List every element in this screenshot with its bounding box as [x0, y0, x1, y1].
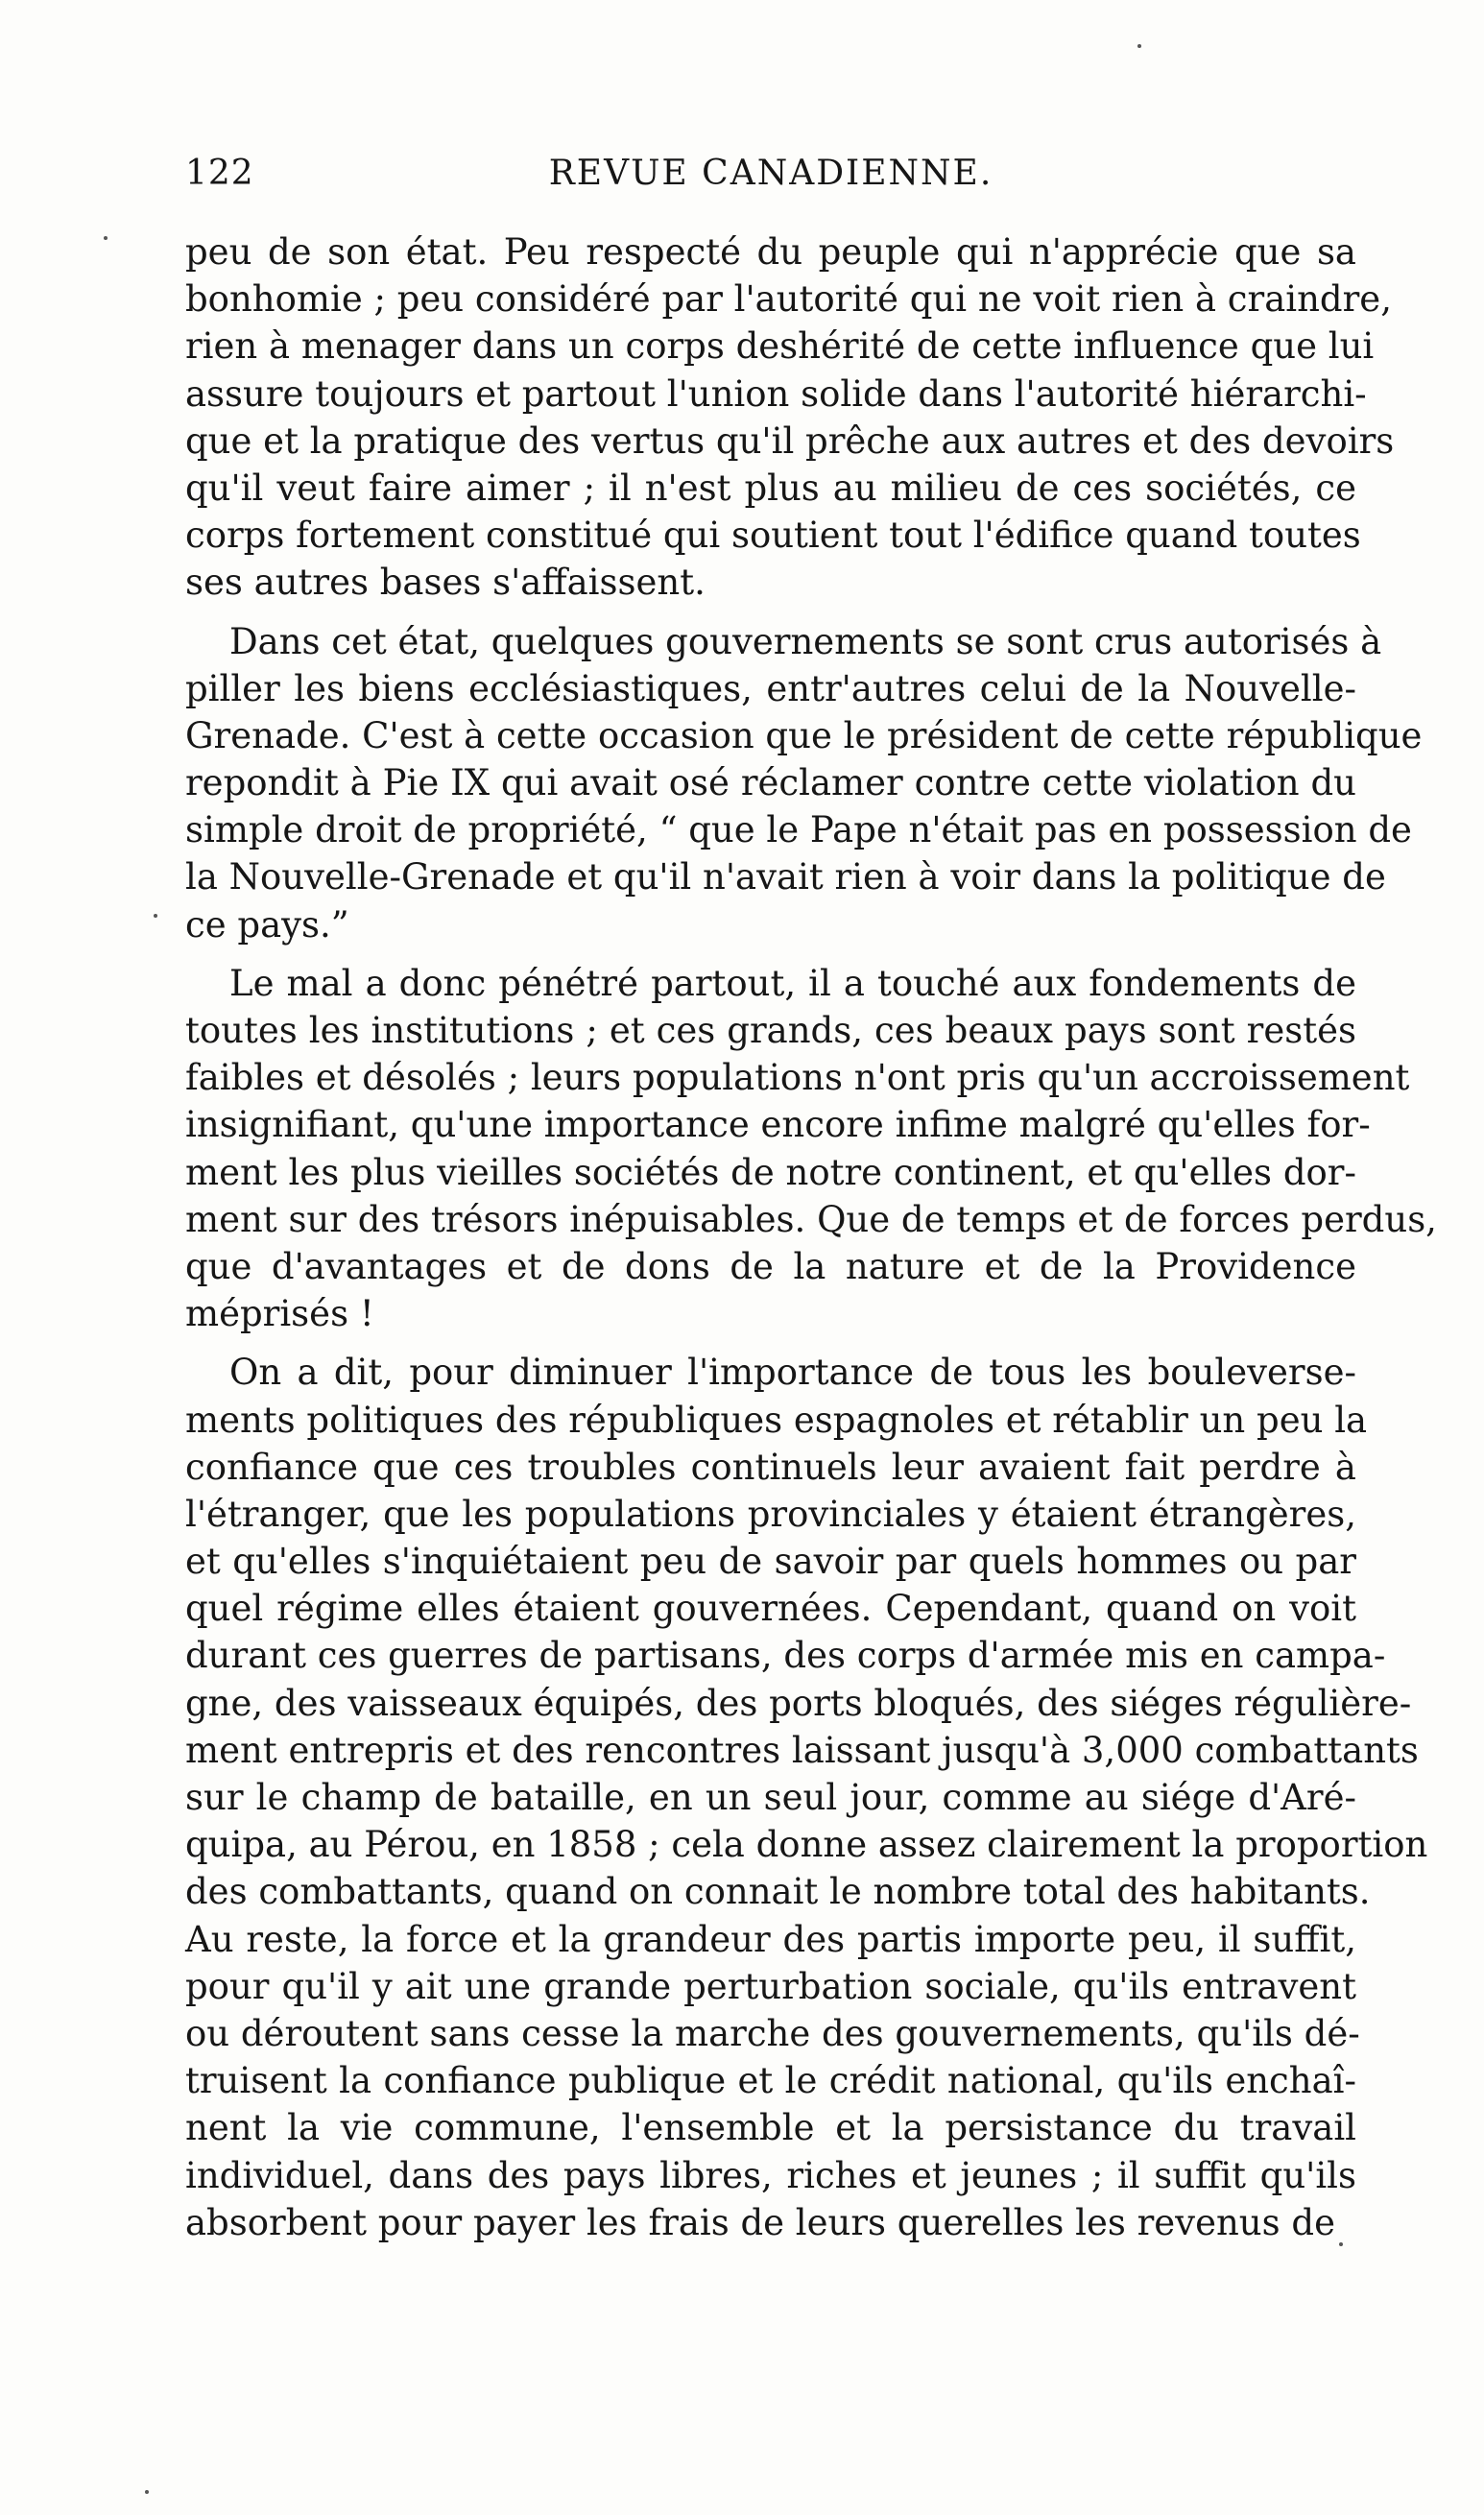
paper-speck	[1339, 2242, 1343, 2246]
text-line: rien à menager dans un corps deshérité de cette influence que lui	[185, 325, 1375, 368]
text-line: quel régime elles étaient gouvernées. Cependant, quand on voit	[185, 1588, 1356, 1630]
paragraph	[185, 618, 1423, 948]
paper-speck	[104, 236, 108, 240]
paragraph	[185, 960, 1437, 1338]
text-line: toutes les institutions ; et ces grands, ces beaux pays sont restés	[185, 1010, 1356, 1051]
text-line: ment entrepris et des rencontres laissant jusqu'à 3,000 combattants	[185, 1729, 1419, 1771]
text-line: ment sur des trésors inépuisables. Que de temps et de forces perdus,	[185, 1198, 1437, 1240]
text-line: Au reste, la force et la grandeur des partis importe peu, il suffit,	[185, 1918, 1356, 1960]
text-line: quipa, au Pérou, en 1858 ; cela donne assez clairement la proportion	[185, 1824, 1428, 1866]
text-line: qu'il veut faire aimer ; il n'est plus au milieu de ces sociétés, ce	[185, 467, 1356, 509]
paragraph	[185, 228, 1395, 607]
paper-speck	[145, 2490, 149, 2494]
paragraph-gap	[185, 607, 1356, 618]
text-line: repondit à Pie IX qui avait osé réclamer contre cette violation du	[185, 762, 1356, 804]
text-line: On a dit, pour diminuer l'importance de tous les bouleverse-	[229, 1352, 1356, 1394]
text-line: l'étranger, que les populations provinciales y étaient étrangères,	[185, 1493, 1356, 1535]
text-line: Dans cet état, quelques gouvernements se sont crus autorisés à	[229, 620, 1382, 662]
text-line: la Nouvelle-Grenade et qu'il n'avait rien à voir dans la politique de	[185, 856, 1386, 898]
text-line: corps fortement constitué qui soutient tout l'édifice quand toutes	[185, 515, 1361, 557]
text-line: Le mal a donc pénétré partout, il a touché aux fondements de	[229, 962, 1356, 1004]
text-line: ses autres bases s'affaissent.	[185, 562, 706, 604]
text-line: ment les plus vieilles sociétés de notre continent, et qu'elles dor-	[185, 1151, 1356, 1193]
body-text	[185, 228, 1437, 2246]
running-title: REVUE CANADIENNE.	[548, 154, 993, 193]
text-line: durant ces guerres de partisans, des corps d'armée mis en campa-	[185, 1635, 1386, 1677]
text-line: insignifiant, qu'une importance encore infime malgré qu'elles for-	[185, 1104, 1371, 1146]
paper-speck	[154, 914, 157, 918]
page-number: 122	[185, 154, 254, 193]
text-line: Grenade. C'est à cette occasion que le président de cette république	[185, 714, 1423, 756]
text-line: et qu'elles s'inquiétaient peu de savoir par quels hommes ou par	[185, 1541, 1356, 1583]
text-line: ou déroutent sans cesse la marche des gouvernements, qu'ils dé-	[185, 2012, 1360, 2054]
paragraph-gap	[185, 1337, 1356, 1349]
paragraph-gap	[185, 948, 1356, 960]
text-line: confiance que ces troubles continuels leur avaient fait perdre à	[185, 1446, 1356, 1488]
text-line: piller les biens ecclésiastiques, entr'autres celui de la Nouvelle-	[185, 667, 1356, 709]
text-line: assure toujours et partout l'union solide dans l'autorité hiérarchi-	[185, 372, 1367, 415]
text-line: gne, des vaisseaux équipés, des ports bloqués, des siéges régulière-	[185, 1682, 1412, 1724]
text-line: que d'avantages et de dons de la nature et de la Providence	[185, 1245, 1356, 1287]
text-line: méprisés !	[185, 1293, 374, 1335]
text-line: bonhomie ; peu considéré par l'autorité qui ne voit rien à craindre,	[185, 278, 1392, 321]
text-line: individuel, dans des pays libres, riches et jeunes ; il suffit qu'ils	[185, 2154, 1356, 2196]
text-line: absorbent pour payer les frais de leurs querelles les revenus de	[185, 2201, 1335, 2243]
text-line: nent la vie commune, l'ensemble et la persistance du travail	[185, 2107, 1356, 2149]
text-line: ce pays.”	[185, 903, 349, 946]
paragraph	[185, 1349, 1428, 2246]
page-header	[185, 154, 1356, 211]
text-line: ments politiques des républiques espagnoles et rétablir un peu la	[185, 1399, 1368, 1441]
text-line: faibles et désolés ; leurs populations n'ont pris qu'un accroissement	[185, 1057, 1410, 1099]
text-line: peu de son état. Peu respecté du peuple qui n'apprécie que sa	[185, 231, 1356, 273]
text-line: sur le champ de bataille, en un seul jour, comme au siége d'Aré-	[185, 1777, 1356, 1818]
text-line: simple droit de propriété, “ que le Pape n'était pas en possession de	[185, 809, 1412, 851]
paper-speck	[1137, 44, 1141, 48]
text-line: des combattants, quand on connait le nombre total des habitants.	[185, 1871, 1371, 1913]
text-line: pour qu'il y ait une grande perturbation sociale, qu'ils entravent	[185, 1965, 1356, 2007]
text-line: que et la pratique des vertus qu'il prêche aux autres et des devoirs	[185, 419, 1395, 462]
text-line: truisent la confiance publique et le crédit national, qu'ils enchaî-	[185, 2060, 1356, 2102]
